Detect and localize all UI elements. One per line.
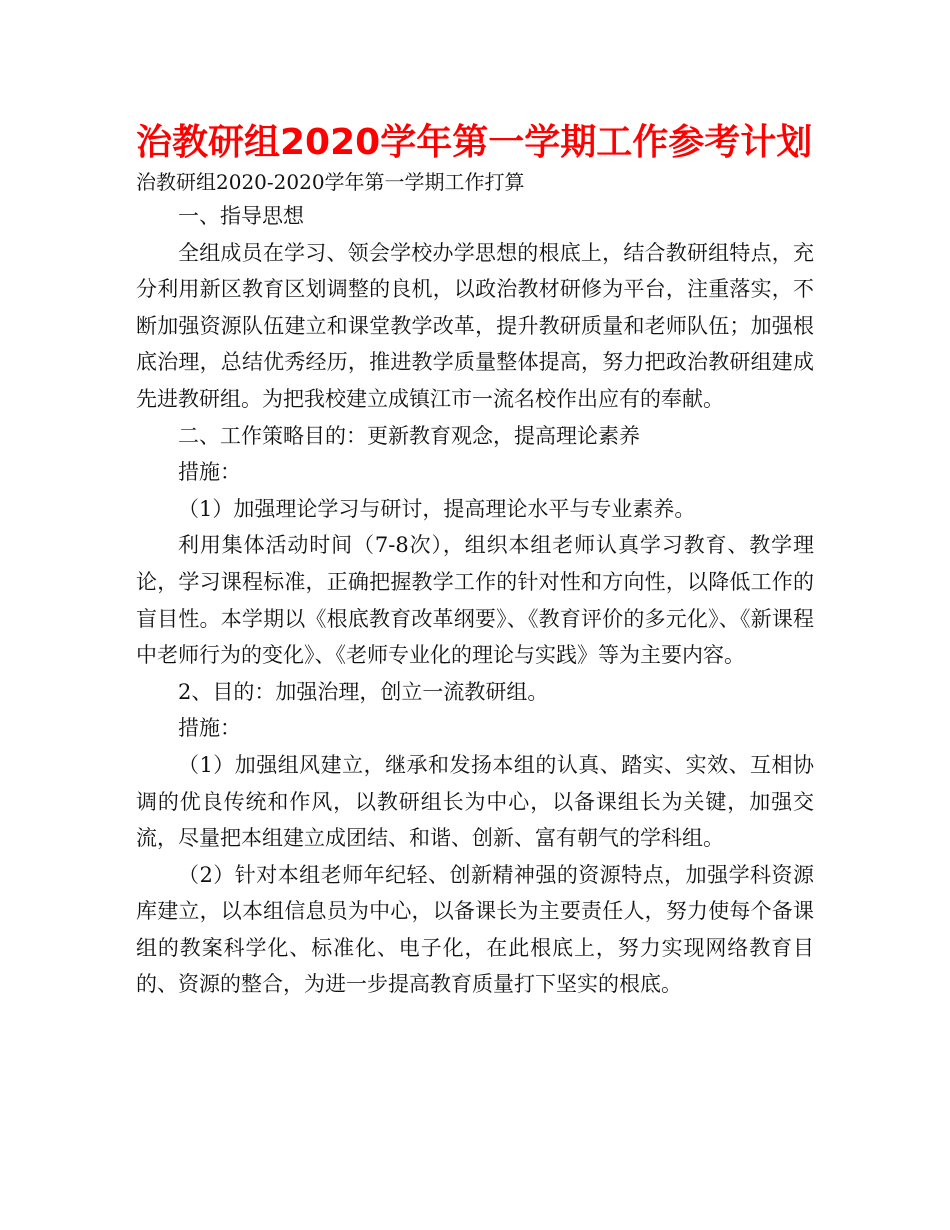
section-heading-goal-2: 2、目的：加强治理，创立一流教研组。: [178, 679, 549, 704]
measures-label: 措施：: [178, 716, 241, 741]
measure-item: （2）针对本组老师年纪轻、创新精神强的资源特点，加强学科资源库建立，以本组信息员为中心，以备课长为主要责任人，努力使每个备课组的教案科学化、标准化、电子化，在此根底上，努力实现网络教育目的、资源的整合，为进一步提高教育质量打下坚实的根底。: [136, 862, 814, 997]
document-title: 治教研组2020学年第一学期工作参考计划: [136, 122, 813, 163]
document-body: [136, 198, 814, 1003]
section-heading-work-strategy: 二、工作策略目的：更新教育观念，提高理论素养: [178, 423, 640, 448]
measures-label: 措施：: [178, 460, 241, 485]
section-heading-guiding-thought: 一、指导思想: [178, 204, 304, 228]
paragraph: 全组成员在学习、领会学校办学思想的根底上，结合教研组特点，充分利用新区教育区划调整的良机，以政治教材研修为平台，注重落实，不断加强资源队伍建立和课堂教学改革，提升教研质量和老师队伍；加强根底治理，总结优秀经历，推进教学质量整体提高，努力把政治教研组建成先进教研组。为把我校建立成镇江市一流名校作出应有的奉献。: [136, 240, 814, 411]
measure-item: （1）加强理论学习与研讨，提高理论水平与专业素养。: [178, 496, 696, 521]
paragraph: 利用集体活动时间（7-8次），组织本组老师认真学习教育、教学理论，学习课程标准，正确把握教学工作的针对性和方向性，以降低工作的盲目性。本学期以《根底教育改革纲要》、《教育评价的多元化》、《新课程中老师行为的变化》、《老师专业化的理论与实践》等为主要内容。: [136, 533, 814, 668]
measure-item: （1）加强组风建立，继承和发扬本组的认真、踏实、实效、互相协调的优良传统和作风，以教研组长为中心，以备课组长为关键，加强交流，尽量把本组建立成团结、和谐、创新、富有朝气的学科组。: [136, 752, 814, 851]
document-subtitle: 治教研组2020-2020学年第一学期工作打算: [136, 170, 525, 194]
